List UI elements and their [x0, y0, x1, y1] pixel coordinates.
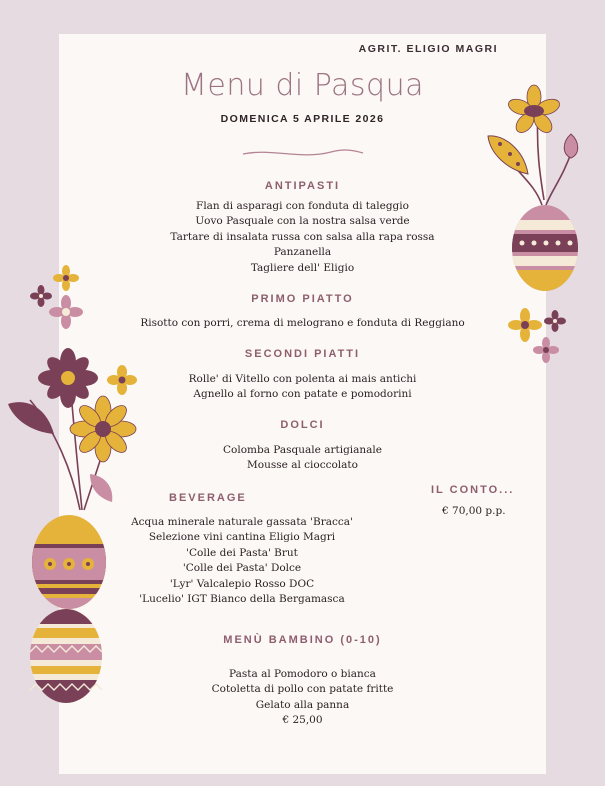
list-item: Selezione vini cantina Eligio Magri	[148, 531, 336, 544]
primo-list	[59, 316, 546, 331]
menu-date: DOMENICA 5 APRILE 2026	[220, 113, 385, 125]
list-item: Tagliere dell' Eligio	[250, 261, 355, 274]
flower-icon	[504, 86, 564, 136]
list-item: Panzanella	[273, 246, 332, 259]
list-item: Tartare di insalata russa con salsa alla rapa rossa	[170, 230, 435, 243]
menu-title: Menu di Pasqua	[180, 68, 424, 103]
leaf-icon	[6, 398, 56, 438]
easter-egg-icon	[28, 604, 104, 704]
list-item: 'Colle dei Pasta' Brut	[186, 546, 298, 559]
bambino-heading: MENÙ BAMBINO (0-10)	[223, 634, 382, 646]
flower-icon	[532, 336, 560, 364]
beverage-list	[107, 515, 377, 607]
list-item: Agnello al forno con patate e pomodorini	[193, 388, 412, 401]
list-item: Colomba Pasquale artigianale	[223, 444, 382, 456]
flower-bud-icon	[560, 132, 582, 162]
easter-egg-icon	[30, 510, 108, 610]
antipasti-heading: ANTIPASTI	[264, 180, 341, 192]
list-item: 'Colle dei Pasta' Dolce	[182, 562, 302, 575]
list-item: Rolle' di Vitello con polenta ai mais antichi	[188, 373, 417, 385]
leaf-icon	[86, 470, 116, 506]
flower-icon	[52, 264, 80, 292]
conto-price: € 70,00 p.p.	[442, 505, 506, 517]
list-item: Acqua minerale naturale gassata 'Bracca'	[131, 516, 353, 528]
secondi-heading: SECONDI PIATTI	[244, 348, 361, 360]
list-item: 'Lucelio' IGT Bianco della Bergamasca	[139, 593, 345, 606]
list-item: € 25,00	[282, 714, 323, 727]
easter-egg-icon	[510, 200, 580, 292]
conto-heading: IL CONTO...	[431, 484, 515, 496]
farm-name: AGRIT. ELIGIO MAGRI	[358, 43, 498, 55]
list-item: Risotto con porri, crema di melograno e fonduta di Reggiano	[140, 317, 465, 329]
bambino-list	[59, 667, 546, 729]
dolci-heading: DOLCI	[280, 419, 325, 431]
list-item: Flan di asparagi con fonduta di taleggio	[196, 200, 409, 212]
leaf-icon	[484, 130, 534, 180]
primo-heading: PRIMO PIATTO	[251, 293, 354, 305]
list-item: Cotoletta di pollo con patate fritte	[211, 683, 394, 696]
divider-swash-icon	[241, 146, 365, 160]
list-item: Uovo Pasquale con la nostra salsa verde	[195, 215, 410, 228]
beverage-heading: BEVERAGE	[169, 492, 247, 504]
flower-icon	[48, 294, 84, 330]
list-item: 'Lyr' Valcalepio Rosso DOC	[169, 577, 315, 590]
flower-icon	[106, 364, 138, 396]
list-item: Mousse al cioccolato	[247, 459, 358, 472]
list-item: Gelato alla panna	[255, 698, 350, 711]
list-item: Pasta al Pomodoro o bianca	[229, 668, 376, 680]
flower-icon	[544, 310, 566, 332]
antipasti-list	[59, 199, 546, 276]
flower-icon	[68, 394, 138, 464]
